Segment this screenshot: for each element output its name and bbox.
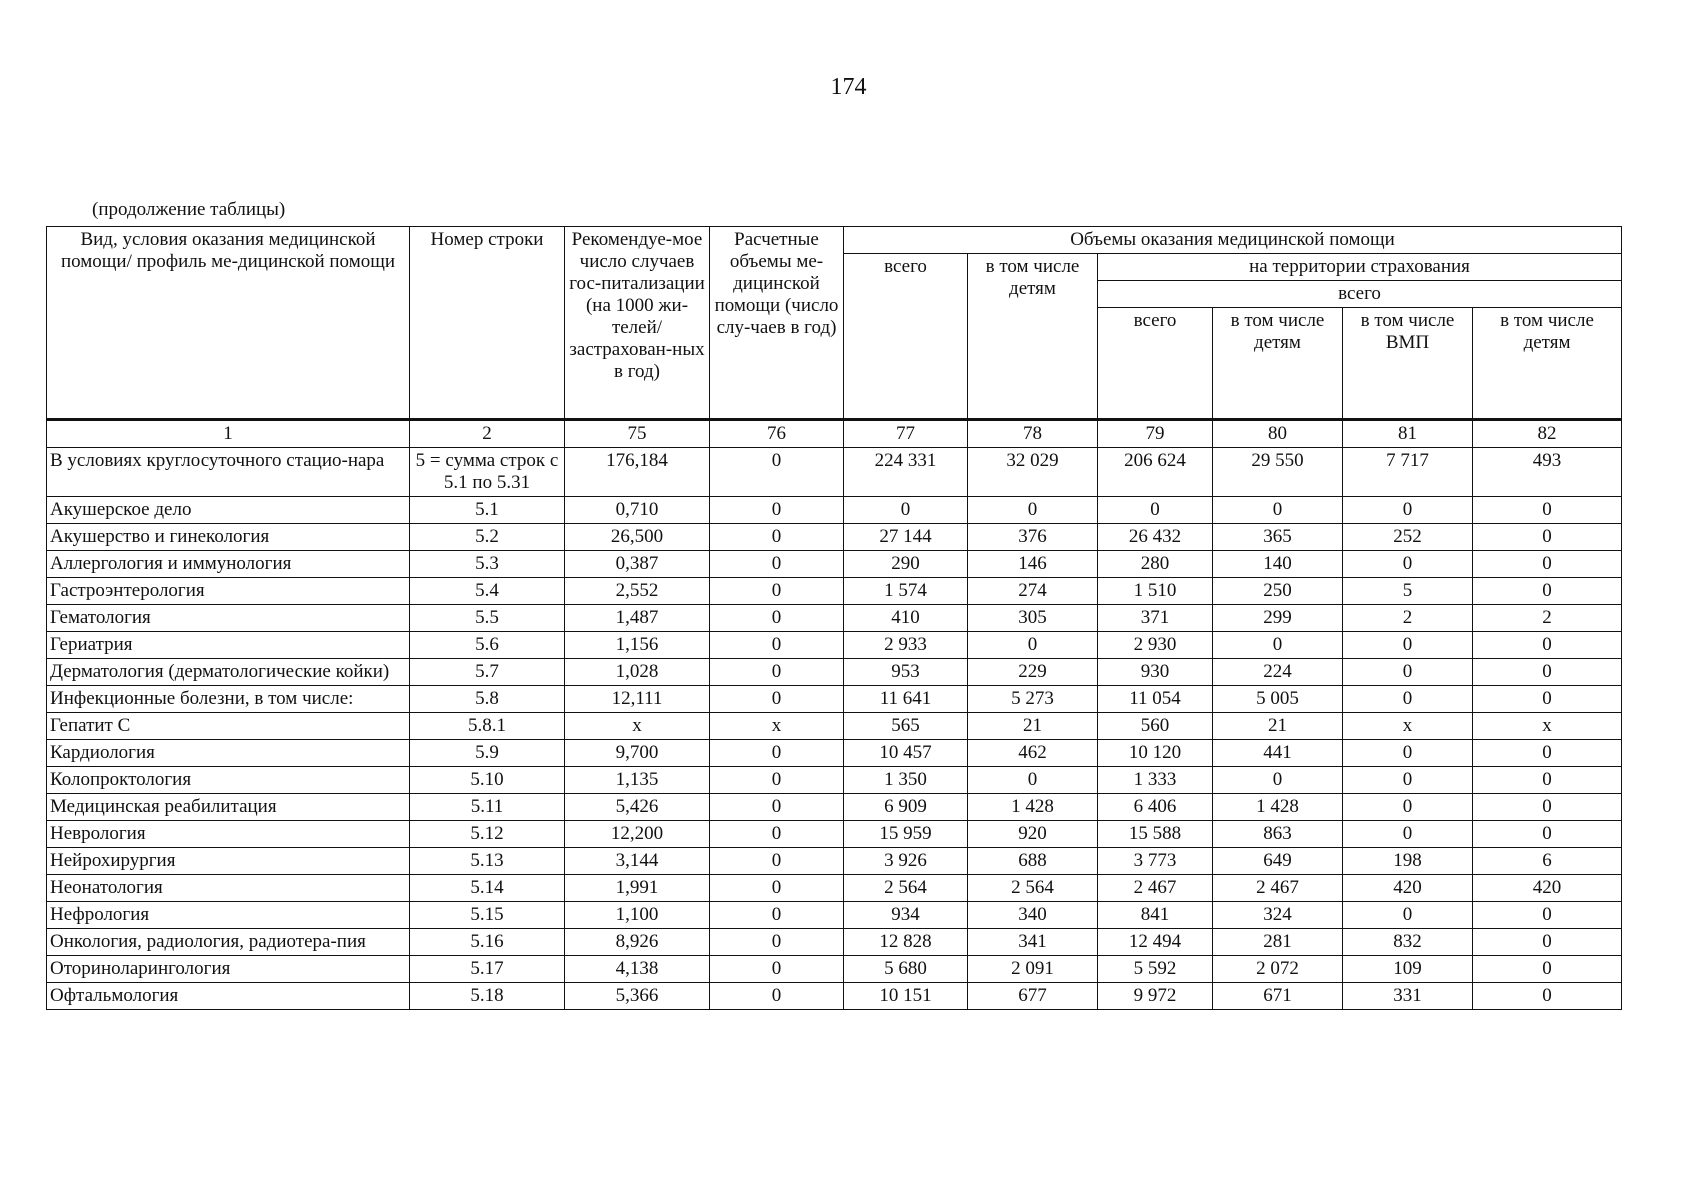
column-number-row xyxy=(47,420,1622,448)
table-cell: 0 xyxy=(710,686,844,713)
table-cell: 252 xyxy=(1343,524,1473,551)
table-cell: 0 xyxy=(710,821,844,848)
table-cell: 930 xyxy=(1098,659,1213,686)
header-insurance-children: в том числе детям xyxy=(1213,308,1343,420)
table-cell: 0 xyxy=(1343,821,1473,848)
table-cell: 2 930 xyxy=(1098,632,1213,659)
table-cell: 1,135 xyxy=(565,767,710,794)
header-insurance-vmp-children: в том числе детям xyxy=(1473,308,1622,420)
table-caption: (продолжение таблицы) xyxy=(92,199,286,220)
table-cell: 1,100 xyxy=(565,902,710,929)
table-cell: 5.14 xyxy=(410,875,565,902)
table-cell: 376 xyxy=(968,524,1098,551)
table-cell: 0 xyxy=(1473,659,1622,686)
header-total: всего xyxy=(844,254,968,420)
table-cell: 2 564 xyxy=(844,875,968,902)
table-cell: 9 972 xyxy=(1098,983,1213,1010)
table-cell: 0 xyxy=(1343,767,1473,794)
table-row xyxy=(47,929,1622,956)
data-table xyxy=(46,226,1622,1010)
row-label: Оториноларингология xyxy=(47,956,410,983)
table-cell: 0 xyxy=(1343,794,1473,821)
table-cell: х xyxy=(710,713,844,740)
table-cell: 5 680 xyxy=(844,956,968,983)
table-cell: 340 xyxy=(968,902,1098,929)
table-cell: 0 xyxy=(1473,578,1622,605)
table-row xyxy=(47,983,1622,1010)
table-cell: 224 331 xyxy=(844,448,968,497)
header-volumes: Объемы оказания медицинской помощи xyxy=(844,227,1622,254)
table-cell: 420 xyxy=(1343,875,1473,902)
table-cell: 0 xyxy=(710,632,844,659)
table-cell: 5.16 xyxy=(410,929,565,956)
table-cell: 0 xyxy=(1343,686,1473,713)
table-cell: 0 xyxy=(1473,497,1622,524)
column-number: 79 xyxy=(1098,420,1213,448)
table-cell: 5.5 xyxy=(410,605,565,632)
table-cell: 0 xyxy=(1343,551,1473,578)
table-cell: 280 xyxy=(1098,551,1213,578)
column-number: 78 xyxy=(968,420,1098,448)
table-cell: 0 xyxy=(1473,686,1622,713)
table-cell: 0 xyxy=(968,497,1098,524)
table-cell: 12,200 xyxy=(565,821,710,848)
table-cell: 12,111 xyxy=(565,686,710,713)
table-cell: 12 494 xyxy=(1098,929,1213,956)
table-cell: 21 xyxy=(1213,713,1343,740)
table-cell: 420 xyxy=(1473,875,1622,902)
table-cell: 5.17 xyxy=(410,956,565,983)
table-cell: х xyxy=(1473,713,1622,740)
table-cell: 0 xyxy=(710,875,844,902)
table-cell: 0 xyxy=(710,956,844,983)
table-cell: 0 xyxy=(1473,983,1622,1010)
header-estimated-volumes: Расчетные объемы ме-дицинской помощи (число слу-чаев в год) xyxy=(710,227,844,420)
table-cell: 462 xyxy=(968,740,1098,767)
header-insurance-total: всего xyxy=(1098,308,1213,420)
table-cell: 0 xyxy=(1473,551,1622,578)
table-cell: 5 005 xyxy=(1213,686,1343,713)
table-cell: х xyxy=(565,713,710,740)
table-cell: 11 641 xyxy=(844,686,968,713)
table-cell: 305 xyxy=(968,605,1098,632)
table-cell: 953 xyxy=(844,659,968,686)
table-cell: 2 933 xyxy=(844,632,968,659)
table-cell: 677 xyxy=(968,983,1098,1010)
table-cell: 1,156 xyxy=(565,632,710,659)
table-row xyxy=(47,497,1622,524)
header-type-of-care: Вид, условия оказания медицинской помощи/ профиль ме-дицинской помощи xyxy=(47,227,410,420)
table-cell: 0 xyxy=(1343,632,1473,659)
table-cell: 15 588 xyxy=(1098,821,1213,848)
table-cell: 1 428 xyxy=(1213,794,1343,821)
header-insurance-total-group: всего xyxy=(1098,281,1622,308)
table-cell: 1 510 xyxy=(1098,578,1213,605)
table-cell: 0 xyxy=(1473,821,1622,848)
table-cell: 0 xyxy=(710,767,844,794)
table-row xyxy=(47,821,1622,848)
table-cell: 0 xyxy=(1098,497,1213,524)
table-cell: 2 467 xyxy=(1098,875,1213,902)
row-label: Нейрохирургия xyxy=(47,848,410,875)
table-cell: 5 273 xyxy=(968,686,1098,713)
table-cell: 12 828 xyxy=(844,929,968,956)
row-label: Гепатит С xyxy=(47,713,410,740)
table-cell: 3,144 xyxy=(565,848,710,875)
table-cell: 371 xyxy=(1098,605,1213,632)
table-cell: 2 564 xyxy=(968,875,1098,902)
table-cell: 146 xyxy=(968,551,1098,578)
table-row xyxy=(47,686,1622,713)
table-cell: 274 xyxy=(968,578,1098,605)
table-cell: 0 xyxy=(710,848,844,875)
table-cell: 0 xyxy=(1343,740,1473,767)
column-number: 77 xyxy=(844,420,968,448)
table-cell: 5.6 xyxy=(410,632,565,659)
table-cell: 32 029 xyxy=(968,448,1098,497)
table-cell: 688 xyxy=(968,848,1098,875)
table-cell: 934 xyxy=(844,902,968,929)
table-cell: 5.15 xyxy=(410,902,565,929)
table-cell: 410 xyxy=(844,605,968,632)
table-cell: 11 054 xyxy=(1098,686,1213,713)
table-cell: 2 xyxy=(1473,605,1622,632)
table-cell: 0 xyxy=(1343,497,1473,524)
table-row xyxy=(47,448,1622,497)
table-cell: 0 xyxy=(844,497,968,524)
table-row xyxy=(47,875,1622,902)
table-row xyxy=(47,632,1622,659)
table-row xyxy=(47,605,1622,632)
table-cell: 2 072 xyxy=(1213,956,1343,983)
table-cell: 8,926 xyxy=(565,929,710,956)
table-row xyxy=(47,524,1622,551)
row-label: Онкология, радиология, радиотера-пия xyxy=(47,929,410,956)
table-cell: 5.8 xyxy=(410,686,565,713)
table-cell: 290 xyxy=(844,551,968,578)
table-cell: 0 xyxy=(710,659,844,686)
row-label: Акушерство и гинекология xyxy=(47,524,410,551)
table-cell: 0 xyxy=(1473,767,1622,794)
table-cell: 0 xyxy=(710,448,844,497)
header-insurance-territory: на территории страхования xyxy=(1098,254,1622,281)
table-cell: 0 xyxy=(710,605,844,632)
page-number: 174 xyxy=(830,74,867,100)
table-cell: 0 xyxy=(1473,902,1622,929)
table-cell: 9,700 xyxy=(565,740,710,767)
header-row-number: Номер строки xyxy=(410,227,565,420)
table-cell: 832 xyxy=(1343,929,1473,956)
row-label: Аллергология и иммунология xyxy=(47,551,410,578)
table-cell: 5.12 xyxy=(410,821,565,848)
header-incl-children: в том числе детям xyxy=(968,254,1098,420)
table-cell: 1 333 xyxy=(1098,767,1213,794)
table-cell: 0,387 xyxy=(565,551,710,578)
table-cell: 0 xyxy=(968,632,1098,659)
table-row xyxy=(47,740,1622,767)
table-cell: х xyxy=(1343,713,1473,740)
table-cell: 29 550 xyxy=(1213,448,1343,497)
table-cell: 27 144 xyxy=(844,524,968,551)
table-cell: 0 xyxy=(1473,524,1622,551)
table-cell: 5.2 xyxy=(410,524,565,551)
row-label: Нефрология xyxy=(47,902,410,929)
table-cell: 3 926 xyxy=(844,848,968,875)
table-cell: 0 xyxy=(1343,902,1473,929)
column-number: 81 xyxy=(1343,420,1473,448)
header-recommended-cases: Рекомендуе-мое число случаев гос-питализации (на 1000 жи-телей/ застрахован-ных в год) xyxy=(565,227,710,420)
table-cell: 0 xyxy=(710,740,844,767)
table-cell: 0 xyxy=(1473,794,1622,821)
table-cell: 26 432 xyxy=(1098,524,1213,551)
table-cell: 0 xyxy=(710,497,844,524)
table-cell: 5.9 xyxy=(410,740,565,767)
table-cell: 5.7 xyxy=(410,659,565,686)
table-cell: 1 574 xyxy=(844,578,968,605)
table-cell: 2 467 xyxy=(1213,875,1343,902)
table-cell: 10 120 xyxy=(1098,740,1213,767)
table-cell: 0 xyxy=(710,902,844,929)
table-cell: 2 091 xyxy=(968,956,1098,983)
column-number: 76 xyxy=(710,420,844,448)
table-cell: 140 xyxy=(1213,551,1343,578)
table-cell: 565 xyxy=(844,713,968,740)
table-cell: 6 909 xyxy=(844,794,968,821)
table-cell: 0 xyxy=(710,983,844,1010)
table-cell: 4,138 xyxy=(565,956,710,983)
table-cell: 5,426 xyxy=(565,794,710,821)
column-number: 2 xyxy=(410,420,565,448)
table-row xyxy=(47,902,1622,929)
table-cell: 109 xyxy=(1343,956,1473,983)
table-cell: 365 xyxy=(1213,524,1343,551)
table-cell: 0 xyxy=(710,794,844,821)
table-cell: 224 xyxy=(1213,659,1343,686)
table-cell: 0 xyxy=(1473,929,1622,956)
table-cell: 5 592 xyxy=(1098,956,1213,983)
row-label: Дерматология (дерматологические койки) xyxy=(47,659,410,686)
row-label: Неонатология xyxy=(47,875,410,902)
table-cell: 5 xyxy=(1343,578,1473,605)
row-label: Кардиология xyxy=(47,740,410,767)
table-cell: 5.8.1 xyxy=(410,713,565,740)
table-row xyxy=(47,794,1622,821)
row-label: Акушерское дело xyxy=(47,497,410,524)
table-row xyxy=(47,551,1622,578)
table-cell: 10 151 xyxy=(844,983,968,1010)
table-cell: 671 xyxy=(1213,983,1343,1010)
table-cell: 0 xyxy=(1213,632,1343,659)
table-cell: 1,991 xyxy=(565,875,710,902)
table-cell: 250 xyxy=(1213,578,1343,605)
table-cell: 0 xyxy=(1473,632,1622,659)
row-label: Инфекционные болезни, в том числе: xyxy=(47,686,410,713)
table-cell: 206 624 xyxy=(1098,448,1213,497)
table-cell: 229 xyxy=(968,659,1098,686)
table-cell: 5.11 xyxy=(410,794,565,821)
table-row xyxy=(47,767,1622,794)
table-cell: 5.13 xyxy=(410,848,565,875)
column-number: 80 xyxy=(1213,420,1343,448)
table-cell: 5.1 xyxy=(410,497,565,524)
table-cell: 0 xyxy=(1473,956,1622,983)
table-cell: 560 xyxy=(1098,713,1213,740)
table-cell: 1 428 xyxy=(968,794,1098,821)
table-cell: 281 xyxy=(1213,929,1343,956)
table-row xyxy=(47,848,1622,875)
table-cell: 324 xyxy=(1213,902,1343,929)
table-cell: 7 717 xyxy=(1343,448,1473,497)
table-cell: 493 xyxy=(1473,448,1622,497)
table-cell: 3 773 xyxy=(1098,848,1213,875)
table-cell: 0 xyxy=(1473,740,1622,767)
table-row xyxy=(47,659,1622,686)
table-cell: 1,487 xyxy=(565,605,710,632)
row-label: Медицинская реабилитация xyxy=(47,794,410,821)
table-cell: 198 xyxy=(1343,848,1473,875)
table-cell: 0 xyxy=(1213,497,1343,524)
table-cell: 21 xyxy=(968,713,1098,740)
table-cell: 0 xyxy=(710,929,844,956)
table-cell: 26,500 xyxy=(565,524,710,551)
header-insurance-vmp: в том числе ВМП xyxy=(1343,308,1473,420)
row-label: Колопроктология xyxy=(47,767,410,794)
table-cell: 649 xyxy=(1213,848,1343,875)
row-label: Гематология xyxy=(47,605,410,632)
table-cell: 841 xyxy=(1098,902,1213,929)
table-cell: 5.4 xyxy=(410,578,565,605)
table-cell: 0 xyxy=(1343,659,1473,686)
table-cell: 299 xyxy=(1213,605,1343,632)
table-cell: 341 xyxy=(968,929,1098,956)
table-cell: 863 xyxy=(1213,821,1343,848)
table-cell: 331 xyxy=(1343,983,1473,1010)
table-cell: 6 xyxy=(1473,848,1622,875)
table-cell: 0 xyxy=(710,578,844,605)
table-cell: 0 xyxy=(710,524,844,551)
table-cell: 5.18 xyxy=(410,983,565,1010)
table-row xyxy=(47,578,1622,605)
table-cell: 5.10 xyxy=(410,767,565,794)
table-cell: 920 xyxy=(968,821,1098,848)
table-cell: 1 350 xyxy=(844,767,968,794)
table-cell: 15 959 xyxy=(844,821,968,848)
row-label: Офтальмология xyxy=(47,983,410,1010)
table-cell: 441 xyxy=(1213,740,1343,767)
table-cell: 0 xyxy=(710,551,844,578)
row-label: Гериатрия xyxy=(47,632,410,659)
table-row xyxy=(47,713,1622,740)
column-number: 1 xyxy=(47,420,410,448)
table-cell: 0 xyxy=(1213,767,1343,794)
column-number: 75 xyxy=(565,420,710,448)
table-cell: 2,552 xyxy=(565,578,710,605)
row-label: Гастроэнтерология xyxy=(47,578,410,605)
table-cell: 5 = сумма строк с 5.1 по 5.31 xyxy=(410,448,565,497)
row-label: В условиях круглосуточного стацио-нара xyxy=(47,448,410,497)
column-number: 82 xyxy=(1473,420,1622,448)
table-cell: 2 xyxy=(1343,605,1473,632)
row-label: Неврология xyxy=(47,821,410,848)
table-cell: 10 457 xyxy=(844,740,968,767)
table-cell: 176,184 xyxy=(565,448,710,497)
table-row xyxy=(47,956,1622,983)
table-cell: 6 406 xyxy=(1098,794,1213,821)
table-cell: 0,710 xyxy=(565,497,710,524)
table-cell: 5,366 xyxy=(565,983,710,1010)
table-cell: 0 xyxy=(968,767,1098,794)
table-cell: 5.3 xyxy=(410,551,565,578)
table-cell: 1,028 xyxy=(565,659,710,686)
